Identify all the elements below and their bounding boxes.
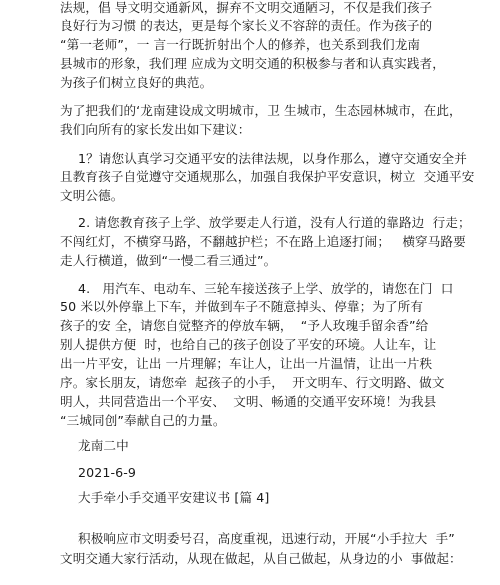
paragraph-line: 1？请您认真学习交通平安的法律法规，以身作那么，遵守交通安全并 (78, 151, 467, 166)
paragraph-line: 文明交通大家行活动，从现在做起，从自己做起，从身边的小 事做起： (60, 551, 462, 566)
section-heading: 大手牵小手交通平安建议书 [篇 4] (78, 490, 270, 505)
paragraph-line: 积极响应市文明委号召，高度重视，迅速行动，开展“小手拉大 手” (78, 531, 455, 546)
paragraph-line: 良好行为习惯 的表达，更是每个家长义不容辞的责任。作为孩子的 (60, 18, 433, 33)
paragraph-line: 明人，共同营造出一个平安、 文明、畅通的交通平安环境！为我县 (60, 394, 437, 409)
paragraph-line: 走人行横道，做到“一慢二看三通过”。 (60, 253, 277, 268)
paragraph-line: 我们向所有的家长发出如下建议： (60, 122, 251, 137)
paragraph-line: 2. 请您教育孩子上学、放学要走人行道，没有人行道的靠路边 行走； (78, 215, 471, 230)
paragraph-line: 为孩子们树立良好的典范。 (60, 75, 213, 90)
paragraph-line: 50 米以外停靠上下车，并做到车子不随意掉头、停靠；为了所有 (60, 299, 424, 314)
paragraph-line: “三城同创”奉献自己的力量。 (60, 413, 226, 428)
paragraph-line: 文明公德。 (60, 188, 124, 203)
signature-date: 2021-6-9 (78, 465, 136, 480)
paragraph-line: “第一老师”，一 言一行既折射出个人的修养，也关系到我们龙南 (60, 37, 421, 52)
paragraph-line: 且教育孩子自觉遵守交通规那么，加强自我保护平安意识，树立 交通平安 (60, 169, 475, 184)
paragraph-line: 县城市的形象，我们理 应成为文明交通的积极参与者和认真实践者， (60, 56, 445, 71)
paragraph-line: 别人提供方便 时，也给自己的孩子创设了平安的环境。人让车，让 (60, 337, 437, 352)
paragraph-line: 法规，倡 导文明交通新风，摒弃不文明交通陋习，不仅是我们孩子 (60, 0, 433, 15)
signature-school: 龙南二中 (78, 438, 129, 453)
paragraph-line: 不闯红灯，不横穿马路，不翻越护栏；不在路上追逐打闹； 横穿马路要 (60, 234, 466, 249)
paragraph-line: 出一片平安，让出 一片理解；车让人，让出一片温情，让出一片秩 (60, 356, 433, 371)
paragraph-line: 序。家长朋友，请您牵 起孩子的小手， 开文明车、行文明路、做文 (60, 375, 445, 390)
paragraph-line: 4. 用汽车、电动车、三轮车接送孩子上学、放学的，请您在门 口 (78, 281, 454, 296)
paragraph-line: 为了把我们的‘龙南建设成文明城市，卫 生城市，生态园林城市，在此， (60, 103, 462, 118)
paragraph-line: 孩子的安 全，请您自觉整齐的停放车辆， “予人玫瑰手留余香”给 (60, 318, 429, 333)
